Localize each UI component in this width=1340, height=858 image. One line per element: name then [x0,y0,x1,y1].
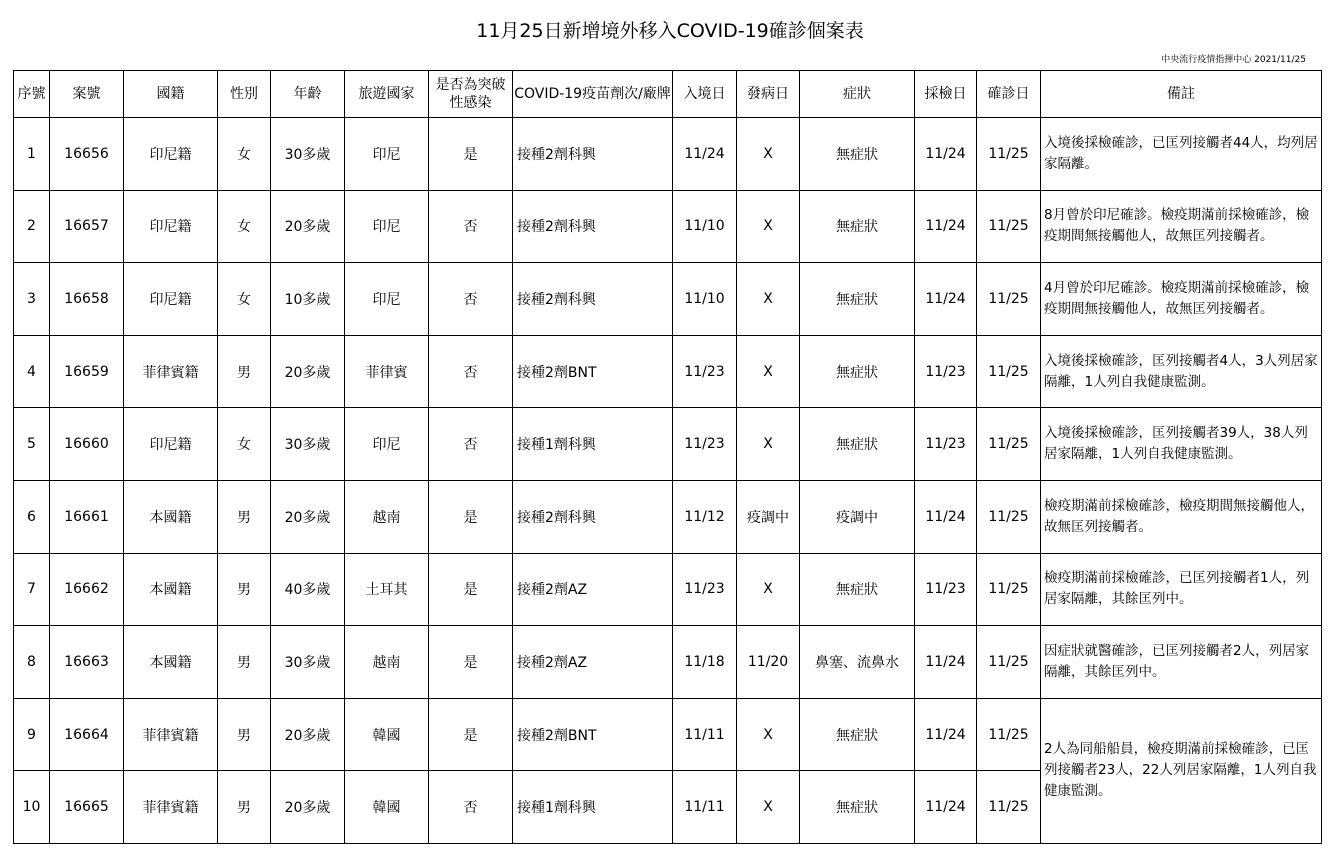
travel-country-cell: 越南 [345,626,429,699]
confirm-date-cell: 11/25 [977,698,1041,771]
sex-cell: 女 [218,408,271,481]
nationality-cell: 印尼籍 [124,190,218,263]
table-row [14,553,1322,626]
sex-cell: 男 [218,335,271,408]
entry-date-cell: 11/10 [673,190,737,263]
header-row [14,71,1322,118]
sample-date-cell: 11/24 [915,118,977,191]
note-cell: 2人為同船船員，檢疫期滿前採檢確診，已匡列接觸者23人，22人列居家隔離，1人列自我健康監測。 [1041,698,1322,843]
row-number-cell: 5 [14,408,50,481]
breakthrough-cell: 否 [429,771,513,844]
symptom-cell: 無症狀 [800,771,915,844]
table-row [14,698,1322,771]
note-cell: 入境後採檢確診，已匡列接觸者44人，均列居家隔離。 [1041,118,1322,191]
confirm-date-cell: 11/25 [977,626,1041,699]
header-cell: 入境日 [673,71,737,118]
nationality-cell: 本國籍 [124,553,218,626]
age-cell: 30多歲 [271,626,345,699]
note-cell: 入境後採檢確診，匡列接觸者39人，38人列居家隔離，1人列自我健康監測。 [1041,408,1322,481]
note-cell: 檢疫期滿前採檢確診，已匡列接觸者1人，列居家隔離，其餘匡列中。 [1041,553,1322,626]
symptom-cell: 無症狀 [800,553,915,626]
table-row [14,335,1322,408]
vaccine-cell: 接種2劑科興 [513,190,673,263]
onset-date-cell: X [737,698,800,771]
sample-date-cell: 11/23 [915,335,977,408]
vaccine-cell: 接種2劑BNT [513,698,673,771]
header-cell: 年齡 [271,71,345,118]
entry-date-cell: 11/10 [673,263,737,336]
table-row [14,118,1322,191]
sample-date-cell: 11/23 [915,553,977,626]
header-cell: 旅遊國家 [345,71,429,118]
entry-date-cell: 11/18 [673,626,737,699]
age-cell: 40多歲 [271,553,345,626]
confirm-date-cell: 11/25 [977,335,1041,408]
header-cell: COVID-19疫苗劑次/廠牌 [513,71,673,118]
travel-country-cell: 印尼 [345,118,429,191]
table-row [14,190,1322,263]
age-cell: 20多歲 [271,771,345,844]
nationality-cell: 本國籍 [124,626,218,699]
header-cell: 備註 [1041,71,1322,118]
breakthrough-cell: 是 [429,626,513,699]
vaccine-cell: 接種2劑科興 [513,263,673,336]
row-number-cell: 2 [14,190,50,263]
case-number-cell: 16662 [50,553,124,626]
case-table [13,70,1322,844]
onset-date-cell: 11/20 [737,626,800,699]
travel-country-cell: 菲律賓 [345,335,429,408]
age-cell: 30多歲 [271,118,345,191]
nationality-cell: 印尼籍 [124,408,218,481]
sex-cell: 女 [218,263,271,336]
entry-date-cell: 11/23 [673,335,737,408]
travel-country-cell: 越南 [345,480,429,553]
note-cell: 因症狀就醫確診，已匡列接觸者2人，列居家隔離，其餘匡列中。 [1041,626,1322,699]
confirm-date-cell: 11/25 [977,771,1041,844]
onset-date-cell: X [737,263,800,336]
breakthrough-cell: 是 [429,553,513,626]
vaccine-cell: 接種2劑AZ [513,626,673,699]
sex-cell: 男 [218,480,271,553]
entry-date-cell: 11/23 [673,408,737,481]
sample-date-cell: 11/24 [915,626,977,699]
symptom-cell: 無症狀 [800,408,915,481]
header-cell: 採檢日 [915,71,977,118]
row-number-cell: 8 [14,626,50,699]
age-cell: 20多歲 [271,480,345,553]
breakthrough-cell: 否 [429,408,513,481]
travel-country-cell: 韓國 [345,698,429,771]
breakthrough-cell: 否 [429,263,513,336]
breakthrough-cell: 是 [429,480,513,553]
nationality-cell: 本國籍 [124,480,218,553]
page-title: 11月25日新增境外移入COVID-19確診個案表 [476,20,864,42]
symptom-cell: 無症狀 [800,190,915,263]
table-body [14,118,1322,844]
breakthrough-cell: 否 [429,190,513,263]
row-number-cell: 7 [14,553,50,626]
vaccine-cell: 接種2劑科興 [513,480,673,553]
entry-date-cell: 11/24 [673,118,737,191]
age-cell: 20多歲 [271,190,345,263]
sex-cell: 男 [218,626,271,699]
confirm-date-cell: 11/25 [977,190,1041,263]
vaccine-cell: 接種2劑AZ [513,553,673,626]
vaccine-cell: 接種1劑科興 [513,408,673,481]
header-cell: 國籍 [124,71,218,118]
age-cell: 10多歲 [271,263,345,336]
symptom-cell: 無症狀 [800,263,915,336]
note-cell: 8月曾於印尼確診。檢疫期滿前採檢確診，檢疫期間無接觸他人，故無匡列接觸者。 [1041,190,1322,263]
table-row [14,408,1322,481]
sample-date-cell: 11/24 [915,480,977,553]
case-number-cell: 16656 [50,118,124,191]
travel-country-cell: 印尼 [345,190,429,263]
header-cell: 症狀 [800,71,915,118]
sample-date-cell: 11/24 [915,263,977,336]
onset-date-cell: X [737,553,800,626]
sex-cell: 女 [218,118,271,191]
entry-date-cell: 11/12 [673,480,737,553]
case-number-cell: 16660 [50,408,124,481]
case-number-cell: 16658 [50,263,124,336]
note-cell: 檢疫期滿前採檢確診，檢疫期間無接觸他人，故無匡列接觸者。 [1041,480,1322,553]
onset-date-cell: X [737,118,800,191]
symptom-cell: 疫調中 [800,480,915,553]
confirm-date-cell: 11/25 [977,408,1041,481]
case-number-cell: 16657 [50,190,124,263]
header-cell: 發病日 [737,71,800,118]
vaccine-cell: 接種2劑BNT [513,335,673,408]
table-row [14,480,1322,553]
confirm-date-cell: 11/25 [977,553,1041,626]
row-number-cell: 4 [14,335,50,408]
entry-date-cell: 11/23 [673,553,737,626]
age-cell: 30多歲 [271,408,345,481]
case-number-cell: 16663 [50,626,124,699]
table-row [14,263,1322,336]
entry-date-cell: 11/11 [673,771,737,844]
travel-country-cell: 印尼 [345,263,429,336]
row-number-cell: 10 [14,771,50,844]
case-number-cell: 16664 [50,698,124,771]
row-number-cell: 1 [14,118,50,191]
travel-country-cell: 韓國 [345,771,429,844]
symptom-cell: 無症狀 [800,118,915,191]
age-cell: 20多歲 [271,698,345,771]
sex-cell: 女 [218,190,271,263]
travel-country-cell: 土耳其 [345,553,429,626]
note-cell: 入境後採檢確診，匡列接觸者4人，3人列居家隔離，1人列自我健康監測。 [1041,335,1322,408]
age-cell: 20多歲 [271,335,345,408]
nationality-cell: 菲律賓籍 [124,335,218,408]
table-row [14,626,1322,699]
sample-date-cell: 11/24 [915,190,977,263]
row-number-cell: 6 [14,480,50,553]
sample-date-cell: 11/24 [915,771,977,844]
source-label: 中央流行疫情指揮中心 2021/11/25 [1161,55,1306,65]
sex-cell: 男 [218,553,271,626]
breakthrough-cell: 否 [429,335,513,408]
sex-cell: 男 [218,698,271,771]
nationality-cell: 菲律賓籍 [124,698,218,771]
row-number-cell: 3 [14,263,50,336]
breakthrough-cell: 是 [429,118,513,191]
entry-date-cell: 11/11 [673,698,737,771]
confirm-date-cell: 11/25 [977,118,1041,191]
sample-date-cell: 11/23 [915,408,977,481]
sex-cell: 男 [218,771,271,844]
sample-date-cell: 11/24 [915,698,977,771]
nationality-cell: 菲律賓籍 [124,771,218,844]
confirm-date-cell: 11/25 [977,263,1041,336]
vaccine-cell: 接種2劑科興 [513,118,673,191]
case-number-cell: 16665 [50,771,124,844]
onset-date-cell: X [737,190,800,263]
symptom-cell: 鼻塞、流鼻水 [800,626,915,699]
onset-date-cell: 疫調中 [737,480,800,553]
travel-country-cell: 印尼 [345,408,429,481]
symptom-cell: 無症狀 [800,335,915,408]
header-cell: 性別 [218,71,271,118]
header-cell: 確診日 [977,71,1041,118]
header-cell: 是否為突破性感染 [429,71,513,118]
symptom-cell: 無症狀 [800,698,915,771]
breakthrough-cell: 是 [429,698,513,771]
onset-date-cell: X [737,408,800,481]
nationality-cell: 印尼籍 [124,263,218,336]
header-cell: 案號 [50,71,124,118]
onset-date-cell: X [737,771,800,844]
case-number-cell: 16659 [50,335,124,408]
nationality-cell: 印尼籍 [124,118,218,191]
header-cell: 序號 [14,71,50,118]
note-cell: 4月曾於印尼確診。檢疫期滿前採檢確診，檢疫期間無接觸他人，故無匡列接觸者。 [1041,263,1322,336]
row-number-cell: 9 [14,698,50,771]
vaccine-cell: 接種1劑科興 [513,771,673,844]
onset-date-cell: X [737,335,800,408]
confirm-date-cell: 11/25 [977,480,1041,553]
case-number-cell: 16661 [50,480,124,553]
